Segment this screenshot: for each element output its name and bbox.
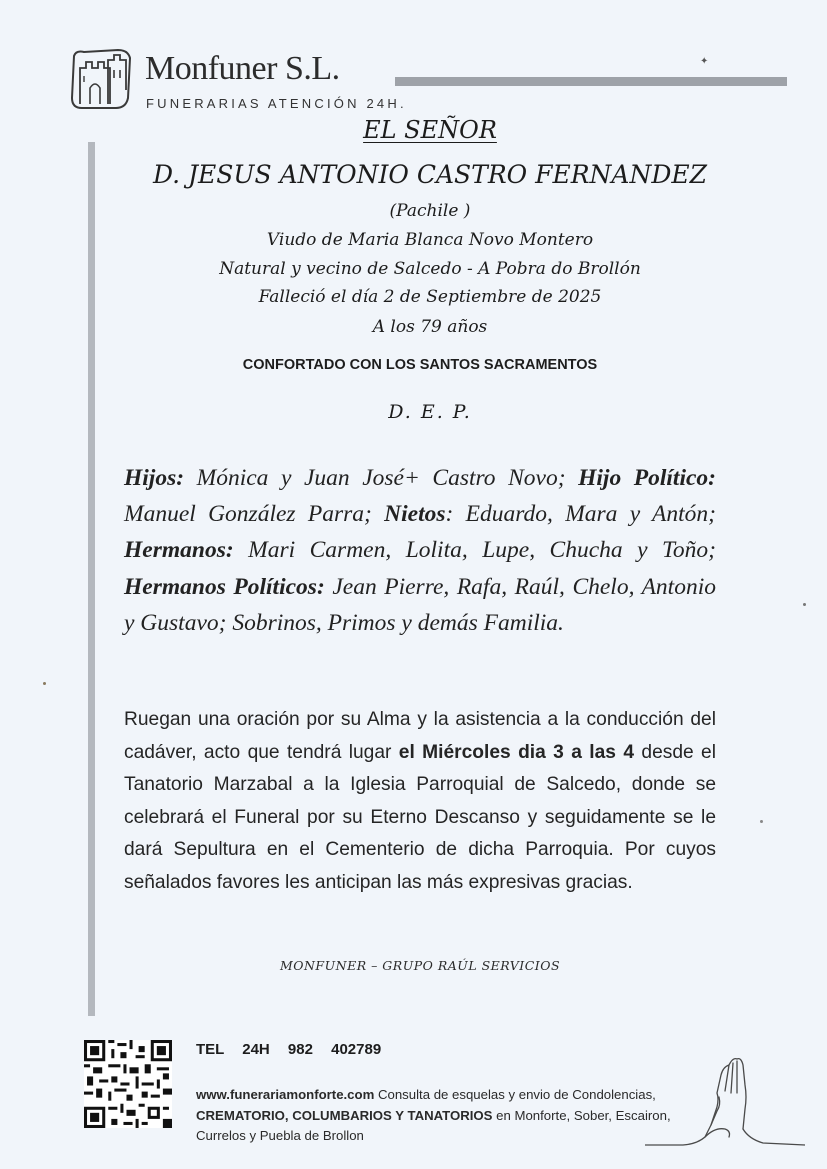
announcement-highlight: el Miércoles dia 3 a las 4 [398, 741, 635, 763]
paper-speck [803, 603, 806, 606]
family-label-hijo-politico: Hijo Político: [578, 465, 716, 491]
family-paragraph [124, 460, 716, 641]
footer-text-2: en Monforte, Sober, Escairon, Currelos y Puebla de Brollon [196, 1107, 671, 1143]
family-label-nietos: Nietos [384, 501, 446, 528]
phone-label: TEL 24H [196, 1041, 270, 1058]
website-link[interactable]: www.funerariamonforte.com [196, 1087, 375, 1102]
announcement-text-2: desde el Tanatorio Marzabal a la Iglesia Parroquial de Salcedo, donde se celebrará el Funeral por su Eterno Descanso y seguidamente se le dará Sepultura en el Cementerio de dicha Parroquia. Por cuyos señalados favores les anticipan las más expresivas gracias. [124, 741, 716, 893]
announcement-paragraph [124, 704, 716, 899]
family-label-hermanos-politicos: Hermanos Políticos: [124, 573, 325, 600]
announcement-text-1: Ruegan una oración por su Alma y la asistencia a la conducción del cadáver, acto que tendrá lugar [124, 709, 716, 763]
family-names-hermanos: Mari Carmen, Lolita, Lupe, Chucha y Toño; [233, 537, 716, 564]
qr-code-icon[interactable] [84, 1040, 172, 1128]
widower-line: Viudo de Maria Blanca Novo Montero [266, 230, 594, 250]
age-line: A los 79 años [372, 317, 488, 337]
phone-number[interactable]: 982 402789 [287, 1041, 382, 1058]
company-name: Monfuner S.L. [145, 50, 340, 87]
praying-hands-icon [645, 1045, 805, 1155]
family-names-nietos: : Eduardo, Mara y Antón; [445, 501, 717, 528]
footer-services: CREMATORIO, COLUMBARIOS Y TANATORIOS [196, 1107, 493, 1123]
signature: MONFUNER – GRUPO RAÚL SERVICIOS [279, 958, 561, 973]
company-tagline: FUNERARIAS ATENCIÓN 24H. [146, 96, 407, 111]
family-label-hijos: Hijos: [124, 465, 185, 491]
origin-line: Natural y vecino de Salcedo - A Pobra do Brollón [219, 259, 641, 279]
family-names-hermanos-politicos: Jean Pierre, Rafa, Raúl, Chelo, Antonio y Gustavo; Sobrinos, Primos y demás Familia. [124, 573, 716, 636]
header-divider [395, 77, 787, 86]
castle-logo-icon [68, 46, 134, 110]
footer-text-1: Consulta de esquelas y envio de Condolencias, [374, 1087, 656, 1102]
paper-speck [760, 820, 763, 823]
rip-line: D. E. P. [388, 401, 472, 423]
paper-speck: ✦ [700, 56, 709, 67]
side-rule [88, 142, 95, 1016]
nickname: (Pachile ) [389, 201, 471, 221]
family-names-hijos: Mónica y Juan José+ Castro Novo; [184, 465, 579, 491]
paper-speck [43, 682, 46, 685]
phone-line [196, 1041, 381, 1058]
deceased-name: D. JESUS ANTONIO CASTRO FERNANDEZ [152, 160, 708, 189]
footer-info [196, 1085, 676, 1147]
title: EL SEÑOR [363, 116, 497, 144]
family-label-hermanos: Hermanos: [124, 537, 234, 564]
sacraments-line: CONFORTADO CON LOS SANTOS SACRAMENTOS [242, 357, 598, 373]
family-names-hijo-politico: Manuel González Parra; [124, 501, 385, 528]
death-date: Falleció el día 2 de Septiembre de 2025 [258, 287, 602, 307]
